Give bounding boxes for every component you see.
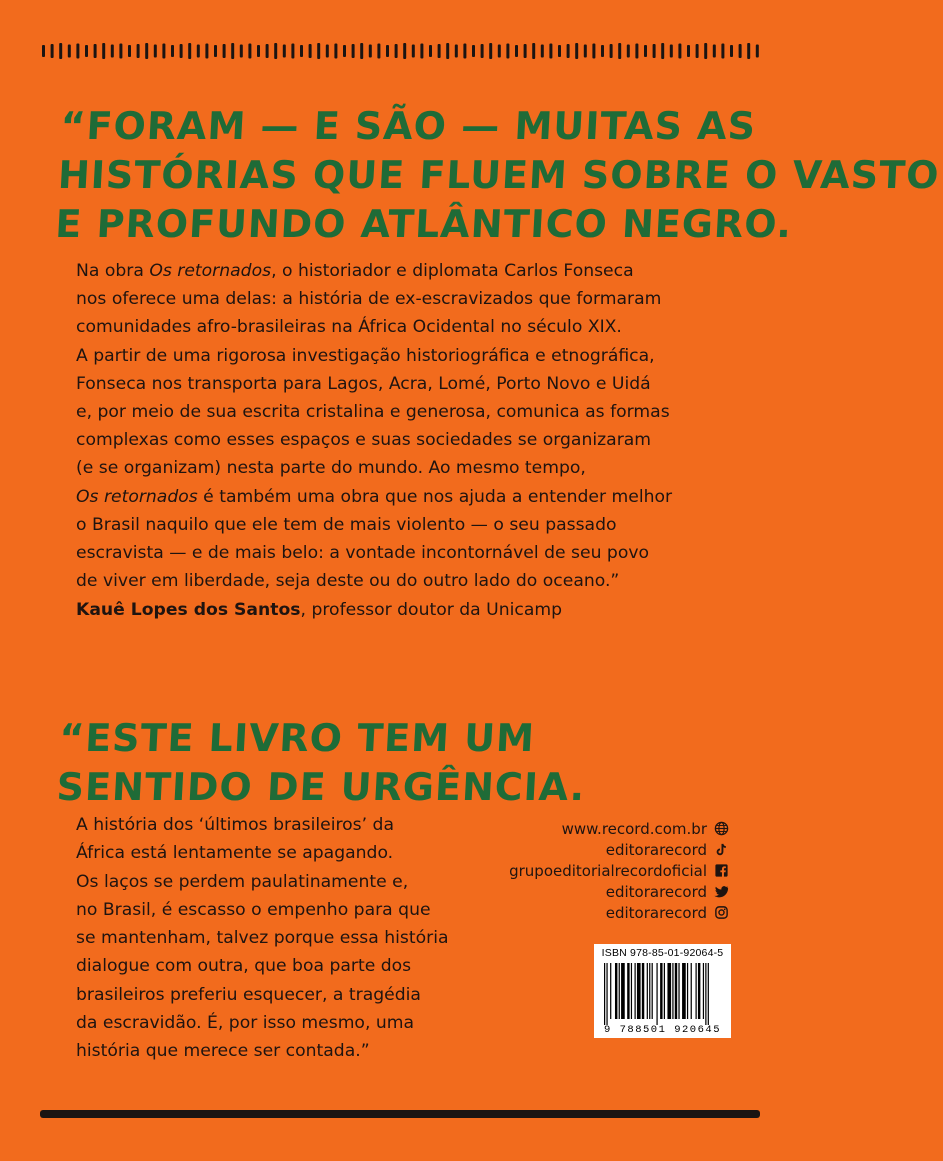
barcode-bars — [602, 963, 726, 1025]
dash-mark — [592, 44, 595, 59]
dash-mark — [541, 45, 544, 58]
dash-mark — [369, 45, 372, 58]
dash-mark — [524, 44, 527, 58]
bottom-rule — [40, 1110, 760, 1118]
dash-mark — [489, 43, 492, 59]
dash-mark — [721, 44, 724, 59]
quote1-body — [76, 257, 672, 595]
dash-mark — [205, 44, 208, 59]
dash-mark — [678, 44, 681, 59]
contact-facebook[interactable] — [509, 860, 729, 881]
dash-mark — [377, 44, 380, 59]
quote1-body-line: Os retornados é também uma obra que nos ajuda a entender melhor — [76, 486, 673, 507]
attribution-name: Kauê Lopes dos Santos — [76, 600, 301, 620]
dash-mark — [171, 45, 174, 57]
barcode-bar — [635, 963, 636, 1019]
barcode-bar — [667, 963, 671, 1019]
quote2-body-line: dialogue com outra, que boa parte dos — [76, 956, 412, 977]
dash-mark — [756, 45, 759, 58]
quote1-body-line: o Brasil naquilo que ele tem de mais violento — o seu passado — [76, 514, 617, 535]
dash-mark — [713, 45, 716, 58]
dash-mark — [274, 43, 277, 59]
dash-mark — [154, 45, 157, 58]
barcode-bar — [604, 963, 605, 1025]
dash-mark — [506, 44, 509, 59]
barcode-bar — [660, 963, 662, 1019]
contact-twitter[interactable] — [509, 881, 729, 902]
dash-mark — [42, 45, 45, 57]
dash-mark — [291, 44, 294, 59]
barcode-bar — [703, 963, 704, 1019]
quote2-body-line: Os laços se perdem paulatinamente e, — [76, 871, 409, 892]
barcode-bar — [691, 963, 692, 1019]
contact-tiktok[interactable] — [509, 839, 729, 860]
dash-mark — [145, 43, 148, 59]
dash-mark — [395, 44, 398, 58]
quote1-body-line: comunidades afro-brasileiras na África Ocidental no século XIX. — [76, 317, 622, 338]
dash-mark — [257, 45, 260, 57]
tiktok-icon — [713, 842, 729, 858]
barcode-bar — [705, 963, 706, 1025]
quote1-body-line: e, por meio de sua escrita cristalina e generosa, comunica as formas — [76, 402, 670, 423]
dash-mark — [472, 45, 475, 57]
contact-instagram-text: editorarecord — [605, 903, 707, 922]
dash-mark — [446, 43, 449, 59]
contact-tiktok-text: editorarecord — [605, 840, 707, 859]
dash-mark — [481, 44, 484, 58]
quote2-body — [76, 811, 449, 1066]
quote2-body-line: história que merece ser contada.” — [76, 1041, 370, 1062]
attribution-role: , professor doutor da Unicamp — [300, 600, 563, 620]
contact-instagram[interactable] — [509, 902, 729, 923]
globe-icon — [713, 821, 729, 837]
quote2-body-line: brasileiros preferiu esquecer, a tragédia — [76, 984, 421, 1005]
dash-mark — [128, 45, 131, 57]
barcode-bar — [610, 963, 611, 1019]
barcode-bar — [606, 963, 607, 1025]
dash-mark — [653, 44, 656, 58]
barcode-bar — [615, 963, 617, 1019]
dash-mark — [610, 44, 613, 58]
quote1-body-line: nos oferece uma delas: a história de ex-escravizados que formaram — [76, 289, 662, 310]
dash-mark — [197, 45, 200, 58]
barcode-bar — [672, 963, 673, 1019]
barcode-bar — [708, 963, 709, 1025]
isbn-label: ISBN 978-85-01-92064-5 — [601, 947, 724, 959]
quote1-body-line: complexas como esses espaços e suas sociedades se organizaram — [76, 430, 652, 451]
dash-mark — [266, 44, 269, 58]
dash-mark — [111, 45, 114, 58]
barcode-bar — [619, 963, 620, 1019]
barcode-bar — [627, 963, 629, 1019]
barcode-bar — [637, 963, 641, 1019]
barcode-bar — [698, 963, 700, 1019]
contact-twitter-text: editorarecord — [605, 882, 707, 901]
dash-mark — [661, 43, 664, 59]
quote1-body-line: de viver em liberdade, seja deste ou do outro lado do oceano.” — [76, 571, 620, 592]
dash-mark — [420, 44, 423, 59]
quote2-headline — [55, 714, 589, 812]
barcode-bar — [678, 963, 679, 1019]
dash-mark — [231, 43, 234, 59]
dash-mark — [549, 44, 552, 59]
quote2-body-line: no Brasil, é escasso o empenho para que — [76, 899, 431, 920]
dash-mark — [567, 44, 570, 58]
dash-mark — [119, 44, 122, 59]
contact-website[interactable] — [509, 818, 729, 839]
facebook-icon — [713, 863, 729, 879]
quote2-body-line: da escravidão. É, por isso mesmo, uma — [76, 1013, 415, 1034]
dash-mark — [515, 45, 518, 57]
twitter-icon — [713, 884, 729, 900]
dash-mark — [730, 45, 733, 57]
dash-mark — [188, 43, 191, 59]
barcode-bar — [621, 963, 625, 1019]
dash-mark — [429, 45, 432, 57]
dash-mark — [635, 44, 638, 59]
dash-mark — [352, 44, 355, 58]
barcode-bar — [682, 963, 686, 1019]
dash-mark — [326, 45, 329, 58]
barcode-bar — [656, 963, 657, 1025]
book-title: Os retornados — [76, 486, 198, 507]
dash-mark — [309, 44, 312, 58]
quote2-body-line: A história dos ‘últimos brasileiros’ da — [76, 815, 394, 835]
quote2-headline-line: SENTIDO DE URGÊNCIA. — [55, 765, 587, 809]
quote1-attribution — [76, 600, 562, 620]
dash-mark — [747, 43, 750, 59]
quote1-body-line: A partir de uma rigorosa investigação historiográfica e etnográfica, — [76, 345, 655, 366]
dash-mark — [248, 44, 251, 59]
dash-mark — [68, 45, 71, 58]
quote1-headline-line: “FORAM — E SÃO — MUITAS AS — [59, 104, 758, 148]
dash-mark — [386, 45, 389, 57]
quote1-headline-line: E PROFUNDO ATLÂNTICO NEGRO. — [54, 202, 794, 246]
barcode-bar — [631, 963, 632, 1019]
dash-mark — [412, 45, 415, 58]
quote1-body-line: Na obra Os retornados, o historiador e diplomata Carlos Fonseca — [76, 261, 634, 281]
dash-mark — [360, 43, 363, 59]
dash-mark — [403, 43, 406, 59]
dash-mark — [463, 44, 466, 59]
dash-mark — [687, 45, 690, 57]
dash-mark — [618, 43, 621, 59]
isbn-barcode — [594, 944, 731, 1038]
dash-mark — [343, 45, 346, 57]
dash-mark — [59, 43, 62, 59]
publisher-contacts — [509, 818, 729, 923]
quote2-headline-line: “ESTE LIVRO TEM UM — [58, 716, 537, 760]
dash-mark — [214, 45, 217, 57]
book-title: Os retornados — [149, 261, 272, 281]
contact-facebook-text: grupoeditorialrecordoficial — [509, 861, 707, 880]
top-dashed-rule — [40, 42, 760, 60]
barcode-bar — [696, 963, 697, 1019]
dash-mark — [162, 44, 165, 59]
dash-mark — [532, 43, 535, 59]
dash-mark — [498, 45, 501, 58]
quote1-body-line: Fonseca nos transporta para Lagos, Acra, Lomé, Porto Novo e Uidá — [76, 373, 651, 394]
dash-mark — [51, 44, 54, 58]
quote1-headline-line: HISTÓRIAS QUE FLUEM SOBRE O VASTO — [56, 153, 941, 197]
dash-mark — [240, 45, 243, 58]
barcode-bar — [675, 963, 677, 1019]
dash-mark — [137, 44, 140, 58]
barcode-bar — [664, 963, 665, 1019]
barcode-bar — [647, 963, 648, 1019]
dash-mark — [696, 44, 699, 58]
dash-mark — [644, 45, 647, 57]
barcode-bar — [642, 963, 644, 1019]
dash-mark — [739, 44, 742, 58]
barcode-bar — [652, 963, 653, 1019]
quote2-body-line: África está lentamente se apagando. — [76, 843, 394, 864]
dash-mark — [317, 43, 320, 59]
dash-mark — [180, 44, 183, 58]
dash-mark — [94, 44, 97, 58]
dash-mark — [627, 45, 630, 58]
quote2-body-line: se mantenham, talvez porque essa história — [76, 928, 449, 949]
dash-mark — [300, 45, 303, 57]
barcode-bar — [649, 963, 650, 1019]
dash-mark — [575, 43, 578, 59]
dash-mark — [85, 45, 88, 57]
dash-mark — [438, 44, 441, 58]
contact-website-text: www.record.com.br — [561, 819, 707, 838]
barcode-digits: 9 788501 920645 — [603, 1024, 721, 1036]
barcode-bar — [687, 963, 688, 1019]
instagram-icon — [713, 905, 729, 921]
dash-mark — [76, 44, 79, 59]
quote1-body-line: escravista — e de mais belo: a vontade incontornável de seu povo — [76, 543, 650, 564]
dash-mark — [670, 45, 673, 58]
dash-mark — [334, 44, 337, 59]
dash-mark — [283, 45, 286, 58]
dash-mark — [102, 43, 105, 59]
dash-mark — [455, 45, 458, 58]
quote1-body-line: (e se organizam) nesta parte do mundo. Ao mesmo tempo, — [76, 458, 586, 479]
quote1-headline — [54, 102, 943, 249]
dash-mark — [558, 45, 561, 57]
dash-mark — [601, 45, 604, 57]
dash-mark — [223, 44, 226, 58]
dash-mark — [704, 43, 707, 59]
dash-mark — [584, 45, 587, 58]
